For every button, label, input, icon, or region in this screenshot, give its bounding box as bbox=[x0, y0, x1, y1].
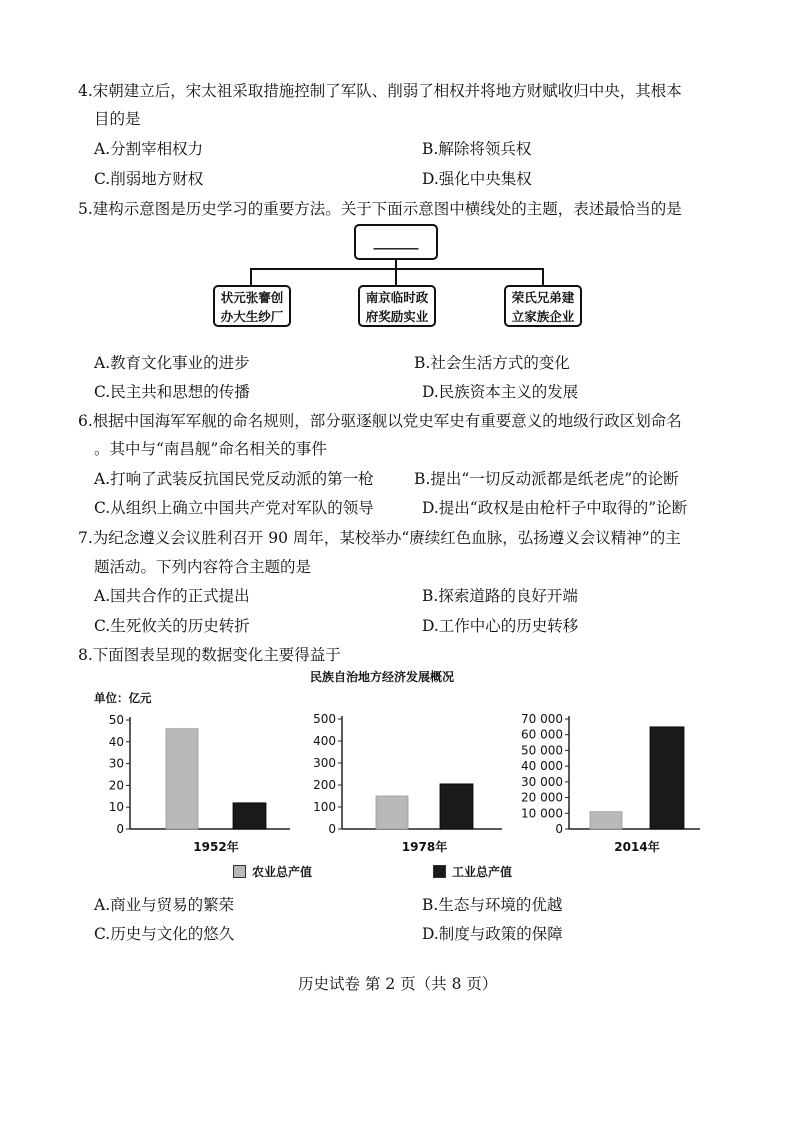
q8-option-a: A.商业与贸易的繁荣 bbox=[94, 896, 235, 914]
diagram-box-3 bbox=[504, 285, 582, 327]
chart-1-tick-label: 400 bbox=[313, 734, 336, 748]
diagram-box-1 bbox=[213, 285, 291, 327]
q4-option-a: A.分割宰相权力 bbox=[94, 140, 204, 158]
chart-0-tick-label: 20 bbox=[108, 778, 124, 793]
diagram-box-1-line2: 办大生纱厂 bbox=[220, 309, 284, 324]
chart-1-tick-label: 100 bbox=[313, 800, 336, 814]
q6-option-a: A.打响了武装反抗国民党反动派的第一枪 bbox=[94, 470, 374, 488]
q5-option-b: B.社会生活方式的变化 bbox=[414, 354, 570, 372]
q6-stem-line2: 。其中与“南昌舰”命名相关的事件 bbox=[94, 440, 327, 458]
q8-stem-line1: 8.下面图表呈现的数据变化主要得益于 bbox=[78, 646, 341, 664]
diagram-box-3-line1: 荣氏兄弟建 bbox=[511, 290, 575, 305]
q4-option-d: D.强化中央集权 bbox=[422, 170, 532, 188]
legend-swatch-industry bbox=[433, 865, 446, 878]
q7-option-d: D.工作中心的历史转移 bbox=[422, 617, 579, 635]
diagram-box-1-line1: 状元张謇创 bbox=[220, 290, 284, 305]
q5-stem-line1: 5.建构示意图是历史学习的重要方法。关于下面示意图中横线处的主题，表述最恰当的是 bbox=[78, 200, 682, 218]
diagram-connector-left bbox=[250, 268, 252, 286]
legend-label-agriculture: 农业总产值 bbox=[252, 865, 313, 879]
chart-1-tick-label: 200 bbox=[313, 778, 336, 792]
q6-option-d: D.提出“政权是由枪杆子中取得的”论断 bbox=[422, 499, 688, 517]
q4-stem-line2: 目的是 bbox=[94, 110, 141, 128]
q6-stem-line1: 6.根据中国海军军舰的命名规则，部分驱逐舰以党史军史有重要意义的地级行政区划命名 bbox=[78, 412, 682, 430]
chart-2-bar-agriculture bbox=[590, 812, 622, 829]
q8-option-b: B.生态与环境的优越 bbox=[422, 896, 563, 914]
diagram-box-2 bbox=[358, 285, 436, 327]
chart-2-tick-label: 40 000 bbox=[521, 759, 563, 774]
chart-1-tick-label: 500 bbox=[313, 712, 336, 726]
diagram-box-2-line2: 府奖励实业 bbox=[365, 309, 429, 324]
diagram-box-2-line1: 南京临时政 bbox=[365, 290, 429, 305]
chart-0-year-label: 1952年 bbox=[193, 840, 239, 854]
q4-stem-line1: 4.宋朝建立后，宋太祖采取措施控制了军队、削弱了相权并将地方财赋收归中央，其根本 bbox=[78, 82, 682, 100]
chart-title: 民族自治地方经济发展概况 bbox=[310, 670, 455, 684]
diagram-connector-middle bbox=[395, 268, 397, 286]
q7-option-a: A.国共合作的正式提出 bbox=[94, 587, 250, 605]
q4-option-c: C.削弱地方财权 bbox=[94, 170, 204, 188]
chart-1-year-label: 1978年 bbox=[401, 840, 448, 854]
chart-0-tick-label: 40 bbox=[108, 734, 124, 749]
legend-swatch-agriculture bbox=[233, 865, 246, 878]
chart-0-tick-label: 50 bbox=[108, 713, 124, 727]
q5-option-c: C.民主共和思想的传播 bbox=[94, 383, 250, 401]
chart-0-bar-industry bbox=[233, 803, 266, 829]
page-footer: 历史试卷 第 2 页（共 8 页） bbox=[298, 975, 498, 993]
chart-2-tick-label: 70 000 bbox=[521, 712, 563, 726]
chart-1-tick-label: 0 bbox=[328, 822, 336, 836]
chart-1-bar-industry bbox=[440, 784, 473, 829]
diagram-top-box: ______ bbox=[354, 224, 438, 260]
chart-2-tick-label: 60 000 bbox=[521, 727, 563, 742]
q6-option-b: B.提出“一切反动派都是纸老虎”的论断 bbox=[414, 470, 679, 488]
chart-2-bar-industry bbox=[650, 727, 684, 829]
chart-2-year-label: 2014年 bbox=[614, 840, 660, 854]
q7-option-b: B.探索道路的良好开端 bbox=[422, 587, 578, 605]
q4-option-b: B.解除将领兵权 bbox=[422, 140, 532, 158]
legend-label-industry: 工业总产值 bbox=[452, 865, 513, 879]
chart-2-tick-label: 10 000 bbox=[521, 806, 563, 821]
chart-0-tick-label: 0 bbox=[116, 822, 124, 836]
chart-unit-label: 单位：亿元 bbox=[94, 691, 152, 705]
q6-option-c: C.从组织上确立中国共产党对军队的领导 bbox=[94, 499, 374, 517]
chart-1-bar-agriculture bbox=[376, 796, 408, 829]
q8-option-d: D.制度与政策的保障 bbox=[422, 925, 563, 943]
chart-2-tick-label: 20 000 bbox=[521, 790, 563, 805]
q5-option-a: A.教育文化事业的进步 bbox=[94, 354, 250, 372]
chart-0-bar-agriculture bbox=[166, 729, 198, 829]
chart-2-tick-label: 50 000 bbox=[521, 743, 563, 758]
q5-option-d: D.民族资本主义的发展 bbox=[422, 383, 579, 401]
chart-2-tick-label: 30 000 bbox=[521, 774, 563, 789]
chart-0-tick-label: 30 bbox=[108, 756, 124, 771]
diagram-box-3-line2: 立家族企业 bbox=[511, 309, 575, 324]
q7-stem-line2: 题活动。下列内容符合主题的是 bbox=[94, 558, 312, 576]
chart-2-tick-label: 0 bbox=[555, 822, 563, 836]
chart-1-tick-label: 300 bbox=[313, 756, 336, 770]
diagram-connector-right bbox=[542, 268, 544, 286]
diagram-connector-horizontal bbox=[250, 268, 544, 270]
q7-stem-line1: 7.为纪念遵义会议胜利召开 90 周年，某校举办“赓续红色血脉，弘扬遵义会议精神”的主 bbox=[78, 529, 681, 547]
chart-0-tick-label: 10 bbox=[108, 800, 124, 815]
q8-option-c: C.历史与文化的悠久 bbox=[94, 925, 235, 943]
q7-option-c: C.生死攸关的历史转折 bbox=[94, 617, 250, 635]
